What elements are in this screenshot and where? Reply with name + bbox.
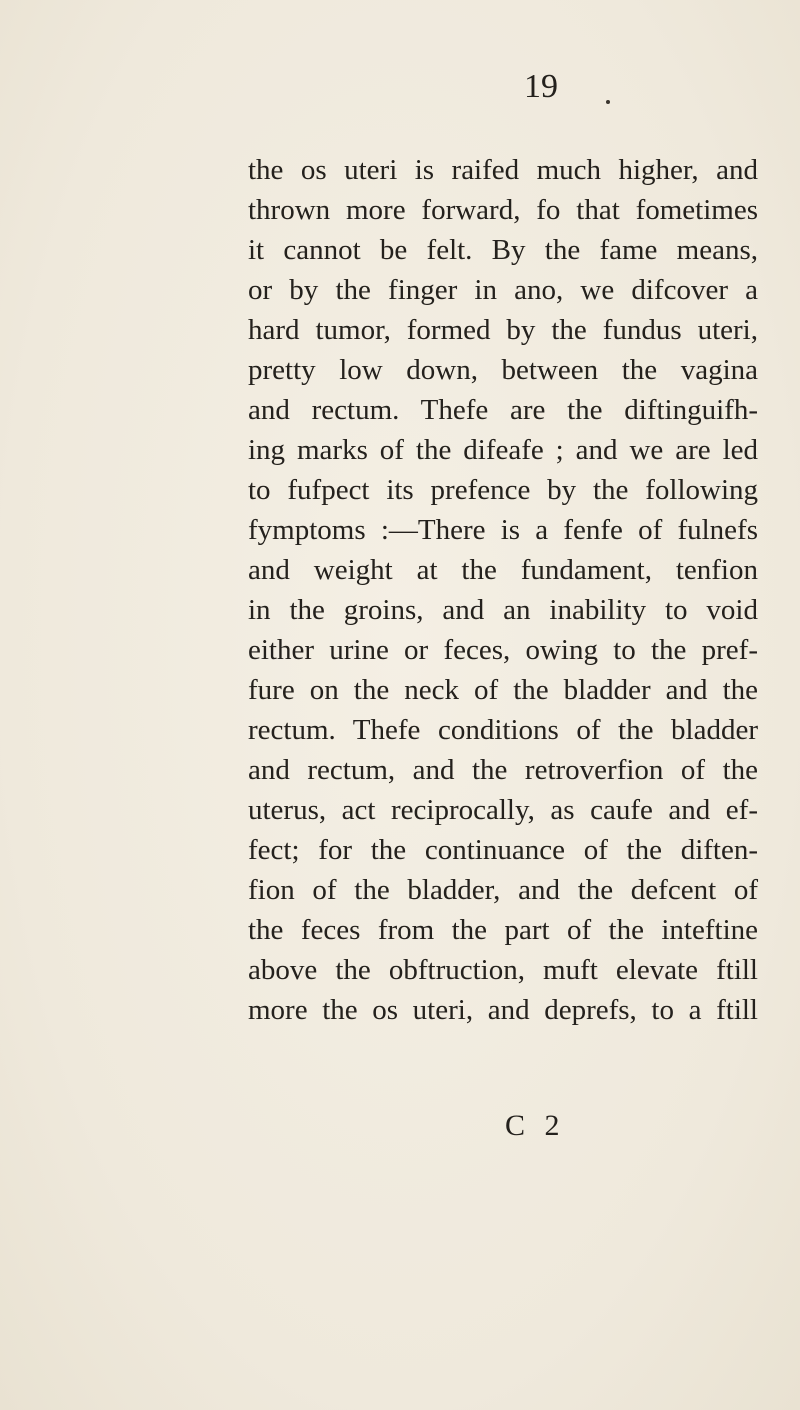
body-text bbox=[248, 150, 758, 1030]
text-line: fion of the bladder, and the defcent of bbox=[248, 874, 758, 906]
text-line: hard tumor, formed by the fundus uteri, bbox=[248, 314, 758, 346]
text-line: and rectum, and the retroverfion of the bbox=[248, 754, 758, 786]
text-line: and weight at the fundament, tenfion bbox=[248, 554, 758, 586]
text-line: uterus, act reciprocally, as caufe and ef- bbox=[248, 794, 758, 826]
text-line: the feces from the part of the inteftine bbox=[248, 914, 758, 946]
text-line: either urine or feces, owing to the pref- bbox=[248, 634, 758, 666]
text-line: it cannot be felt. By the fame means, bbox=[248, 234, 758, 266]
text-line: the os uteri is raifed much higher, and bbox=[248, 154, 758, 186]
text-line: rectum. Thefe conditions of the bladder bbox=[248, 714, 758, 746]
text-line: fect; for the continuance of the diften- bbox=[248, 834, 758, 866]
text-line: fure on the neck of the bladder and the bbox=[248, 674, 758, 706]
text-line: fymptoms :—There is a fenfe of fulnefs bbox=[248, 514, 758, 546]
text-line: pretty low down, between the vagina bbox=[248, 354, 758, 386]
signature-mark: C 2 bbox=[505, 1109, 566, 1142]
text-line: above the obftruction, muft elevate ftill bbox=[248, 954, 758, 986]
text-line: and rectum. Thefe are the diftinguifh- bbox=[248, 394, 758, 426]
text-line: to fufpect its prefence by the following bbox=[248, 474, 758, 506]
text-line: thrown more forward, fo that fometimes bbox=[248, 194, 758, 226]
page-number: 19 bbox=[524, 68, 558, 105]
text-line: or by the finger in ano, we difcover a bbox=[248, 274, 758, 306]
text-line: in the groins, and an inability to void bbox=[248, 594, 758, 626]
text-line: more the os uteri, and deprefs, to a ftill bbox=[248, 994, 758, 1026]
text-line: ing marks of the difeafe ; and we are led bbox=[248, 434, 758, 466]
printer-dot bbox=[606, 100, 610, 104]
